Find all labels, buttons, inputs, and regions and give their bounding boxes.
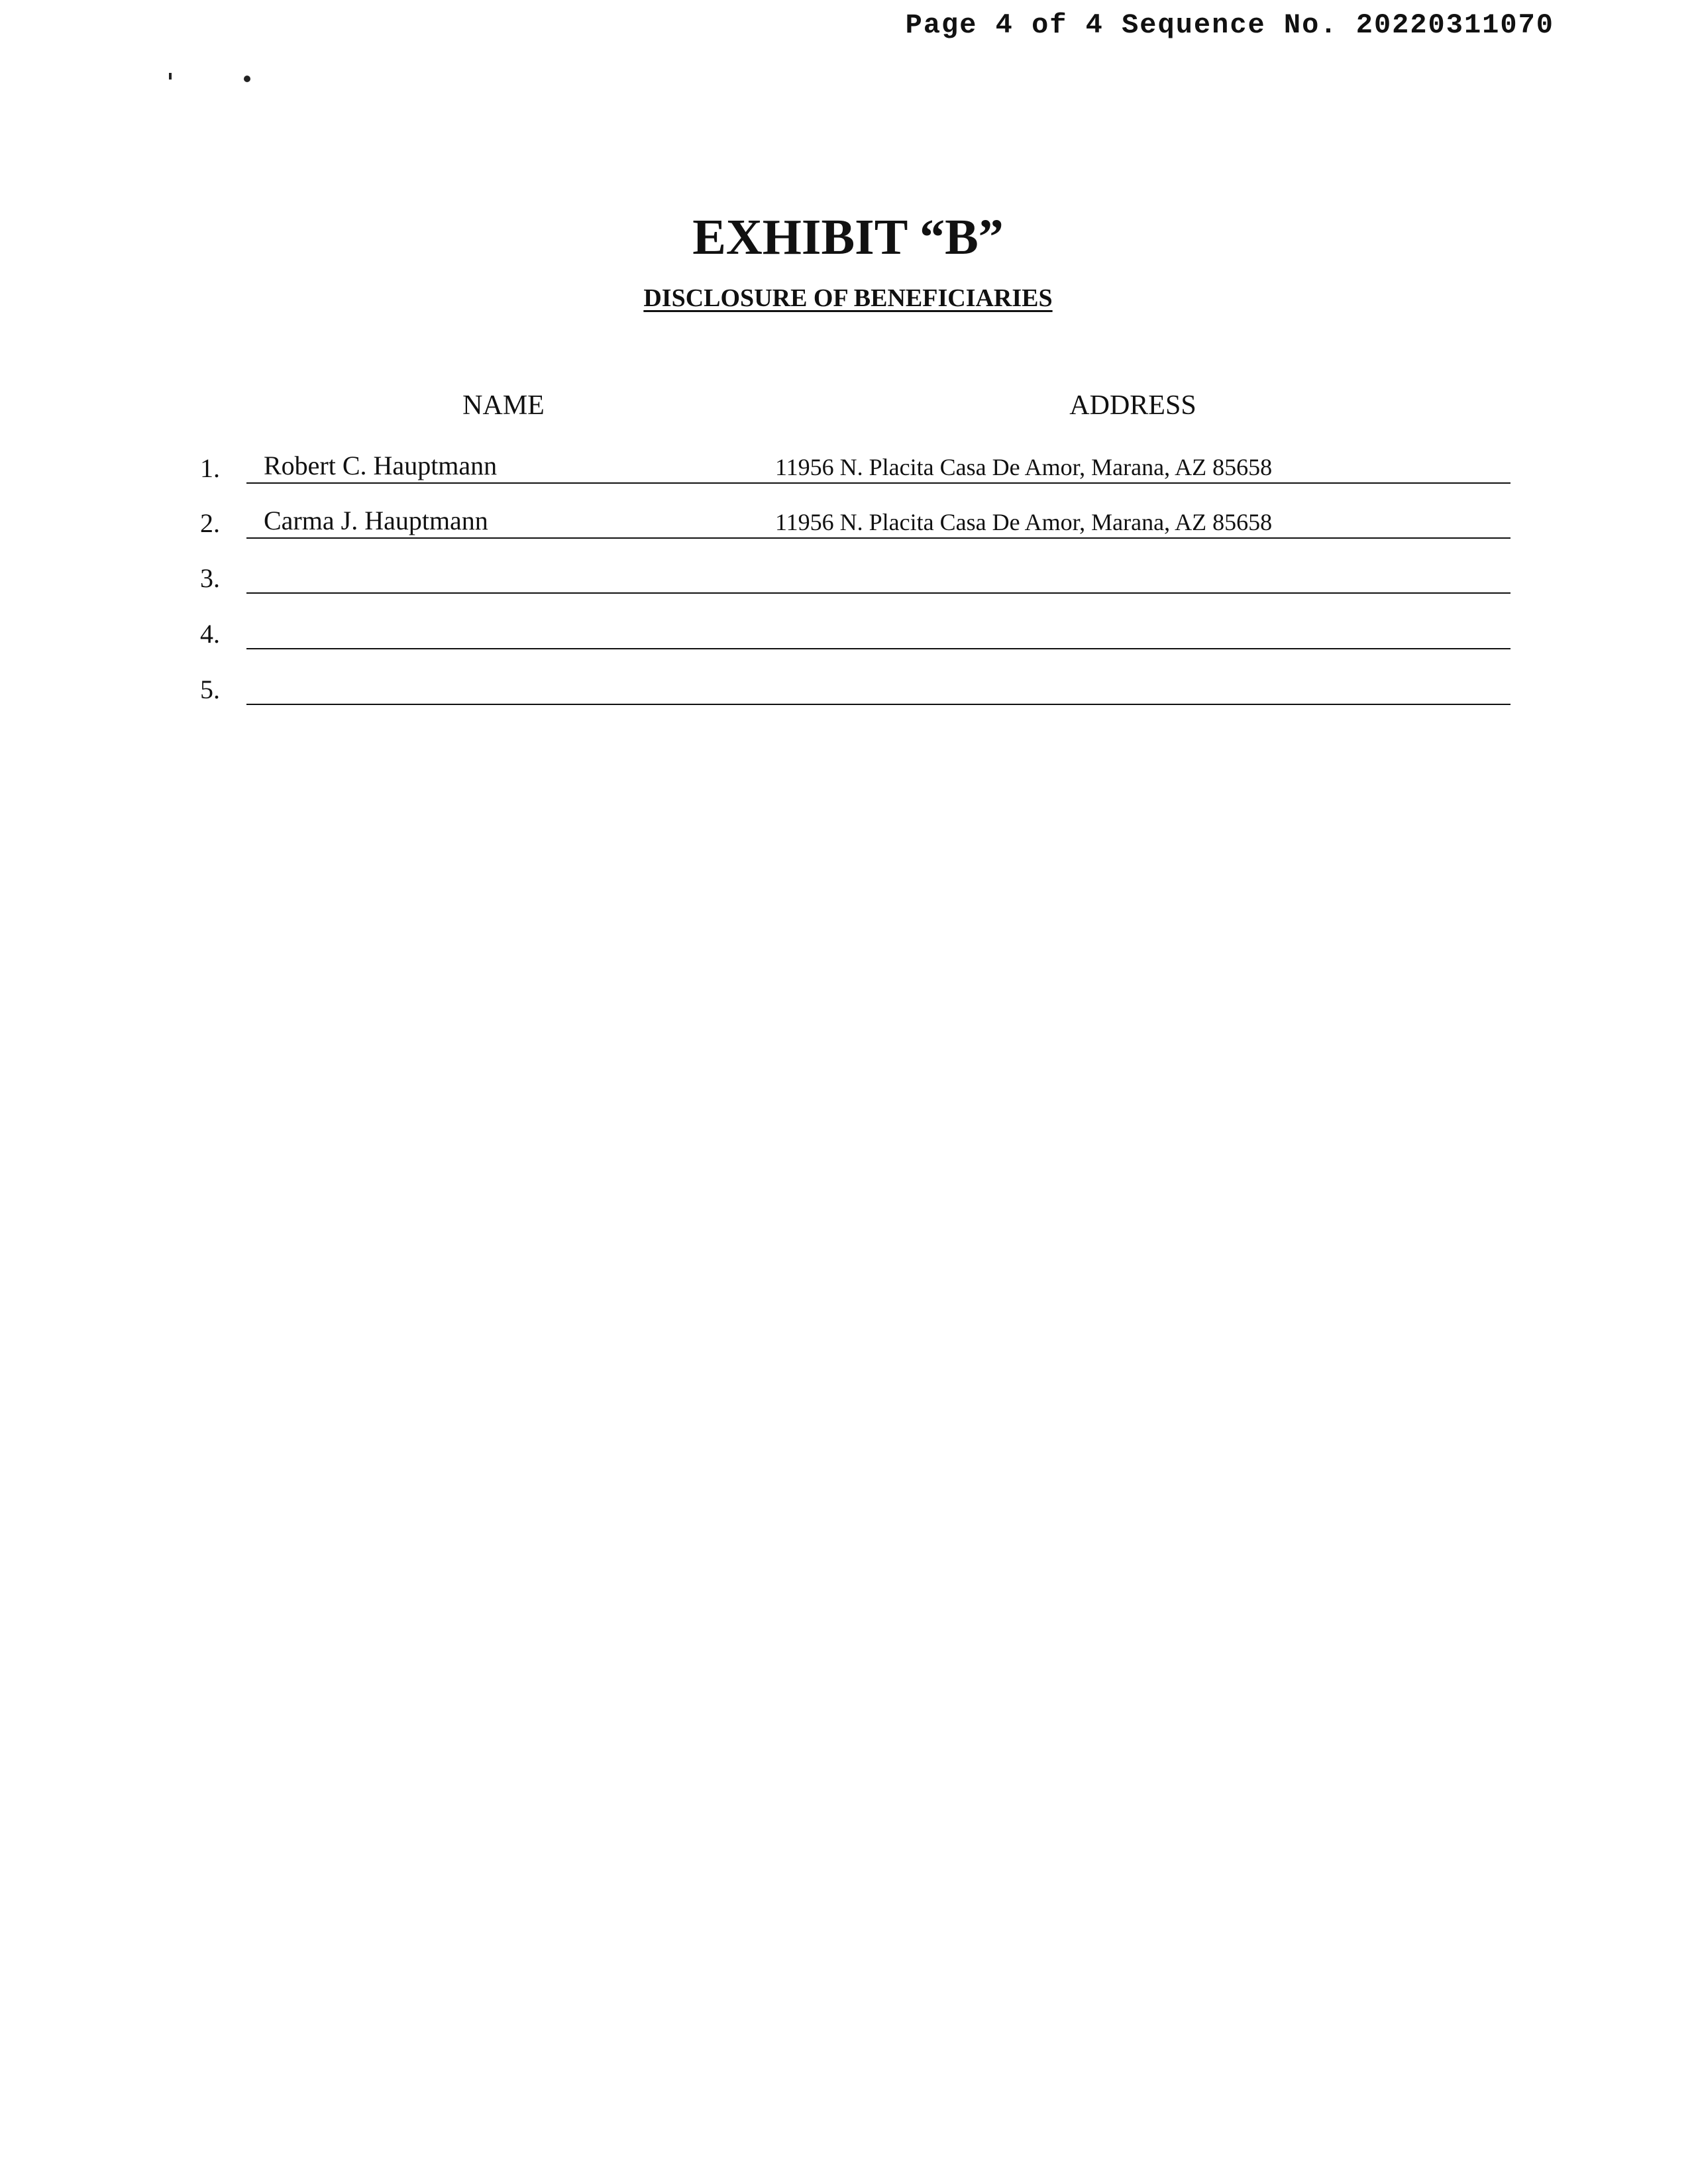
- column-header-name: NAME: [462, 390, 545, 421]
- page-subtitle: DISCLOSURE OF BENEFICIARIES: [643, 284, 1053, 312]
- scan-speck: [169, 73, 172, 80]
- row-number: 2.: [200, 508, 220, 538]
- beneficiary-row: [192, 506, 1510, 545]
- scan-speck: [244, 76, 250, 82]
- beneficiary-row: [192, 616, 1510, 656]
- column-header-address: ADDRESS: [1069, 390, 1196, 421]
- beneficiary-name: Robert C. Hauptmann: [264, 451, 498, 480]
- row-number: 4.: [200, 619, 220, 649]
- row-underline: [246, 482, 1510, 484]
- row-underline: [246, 537, 1510, 539]
- page-sequence-stamp: Page 4 of 4 Sequence No. 20220311070: [905, 9, 1554, 41]
- row-underline: [246, 592, 1510, 594]
- beneficiary-row: [192, 561, 1510, 600]
- beneficiary-address: 11956 N. Placita Casa De Amor, Marana, AZ 85658: [775, 509, 1273, 535]
- row-number: 3.: [200, 563, 220, 593]
- row-underline: [246, 704, 1510, 705]
- beneficiary-row: [192, 672, 1510, 712]
- row-number: 1.: [200, 453, 220, 483]
- beneficiary-name: Carma J. Hauptmann: [264, 506, 488, 535]
- row-number: 5.: [200, 675, 220, 704]
- beneficiary-address: 11956 N. Placita Casa De Amor, Marana, AZ 85658: [775, 454, 1273, 480]
- beneficiary-row: [192, 451, 1510, 490]
- page-title: EXHIBIT “B”: [692, 209, 1004, 265]
- row-underline: [246, 648, 1510, 649]
